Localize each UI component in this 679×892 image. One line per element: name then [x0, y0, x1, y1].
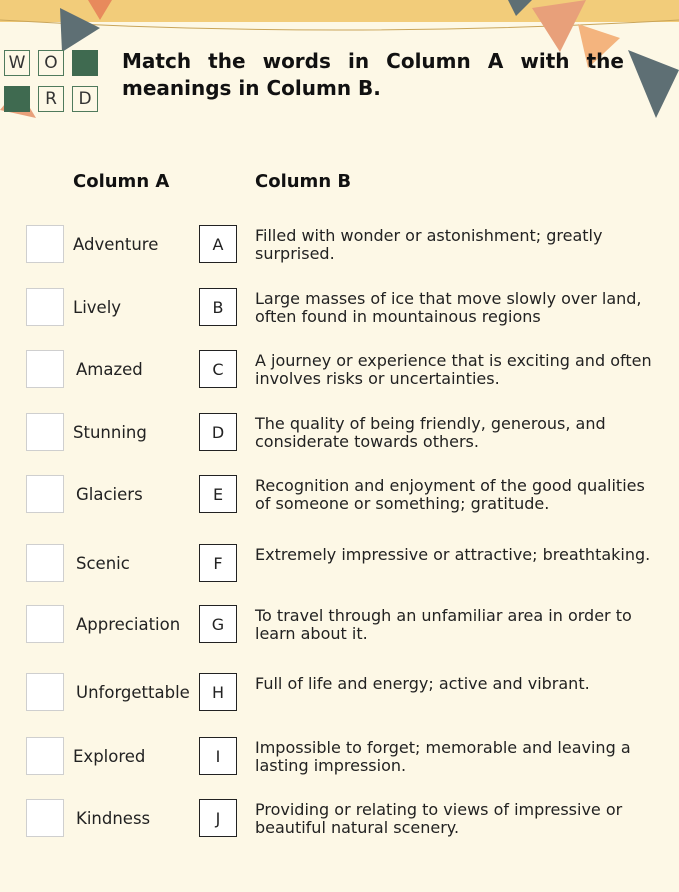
column-b-meaning: The quality of being friendly, generous, and considerate towards others. [255, 414, 606, 451]
column-b-letter: D [199, 413, 237, 451]
title-line-1: Match the words in Column A with the [122, 49, 624, 73]
page-title [122, 48, 624, 102]
match-row [0, 799, 679, 839]
logo-tile-r: R [38, 86, 64, 112]
column-b-letter: C [199, 350, 237, 388]
answer-box[interactable] [26, 737, 64, 775]
match-row [0, 737, 679, 777]
column-b-letter: A [199, 225, 237, 263]
column-b-letter: I [199, 737, 237, 775]
column-a-word: Glaciers [76, 485, 143, 504]
flag-right-pink [532, 0, 586, 52]
column-b-letter: J [199, 799, 237, 837]
answer-box[interactable] [26, 605, 64, 643]
column-b-meaning: Filled with wonder or astonishment; greatly surprised. [255, 226, 603, 263]
match-row [0, 605, 679, 645]
column-a-word: Scenic [76, 554, 130, 573]
column-a-word: Stunning [73, 423, 147, 442]
answer-box[interactable] [26, 475, 64, 513]
flag-left-slate [60, 8, 100, 52]
column-b-meaning: To travel through an unfamiliar area in order to learn about it. [255, 606, 632, 643]
column-b-meaning: Impossible to forget; memorable and leaving a lasting impression. [255, 738, 631, 775]
answer-box[interactable] [26, 799, 64, 837]
column-b-letter: G [199, 605, 237, 643]
word-logo [4, 50, 104, 120]
column-a-word: Explored [73, 747, 146, 766]
column-a-word: Appreciation [76, 615, 181, 634]
match-row [0, 673, 679, 713]
column-b-meaning: Large masses of ice that move slowly over land, often found in mountainous regions [255, 289, 642, 326]
logo-tile-filled [4, 86, 30, 112]
column-a-word: Unforgettable [76, 683, 190, 702]
logo-tile-d: D [72, 86, 98, 112]
logo-tile-w: W [4, 50, 30, 76]
column-b-letter: F [199, 544, 237, 582]
flag-right-slate-top [508, 0, 532, 16]
column-a-word: Adventure [73, 235, 159, 254]
match-row [0, 225, 679, 265]
answer-box[interactable] [26, 544, 64, 582]
answer-box[interactable] [26, 350, 64, 388]
column-a-word: Kindness [76, 809, 151, 828]
match-row [0, 350, 679, 390]
column-b-letter: B [199, 288, 237, 326]
answer-box[interactable] [26, 673, 64, 711]
column-b-meaning: Full of life and energy; active and vibrant. [255, 674, 590, 693]
column-b-letter: H [199, 673, 237, 711]
answer-box[interactable] [26, 288, 64, 326]
flag-right-slate [628, 50, 679, 118]
column-b-meaning: Extremely impressive or attractive; breathtaking. [255, 545, 651, 564]
match-row [0, 413, 679, 453]
column-a-word: Lively [73, 298, 122, 317]
column-b-meaning: Recognition and enjoyment of the good qualities of someone or something; gratitude. [255, 476, 645, 513]
match-row [0, 288, 679, 328]
column-b-letter: E [199, 475, 237, 513]
flag-left-orange [88, 0, 112, 20]
logo-tile-o: O [38, 50, 64, 76]
logo-tile-filled [72, 50, 98, 76]
bunting-string [0, 20, 679, 30]
answer-box[interactable] [26, 225, 64, 263]
column-b-heading: Column B [255, 171, 352, 192]
column-b-meaning: Providing or relating to views of impressive or beautiful natural scenery. [255, 800, 623, 837]
column-a-word: Amazed [76, 360, 143, 379]
title-line-2: meanings in Column B. [122, 76, 381, 100]
column-a-heading: Column A [73, 171, 170, 192]
match-row [0, 544, 679, 584]
column-b-meaning: A journey or experience that is exciting and often involves risks or uncertainties. [255, 351, 652, 388]
match-row [0, 475, 679, 515]
answer-box[interactable] [26, 413, 64, 451]
